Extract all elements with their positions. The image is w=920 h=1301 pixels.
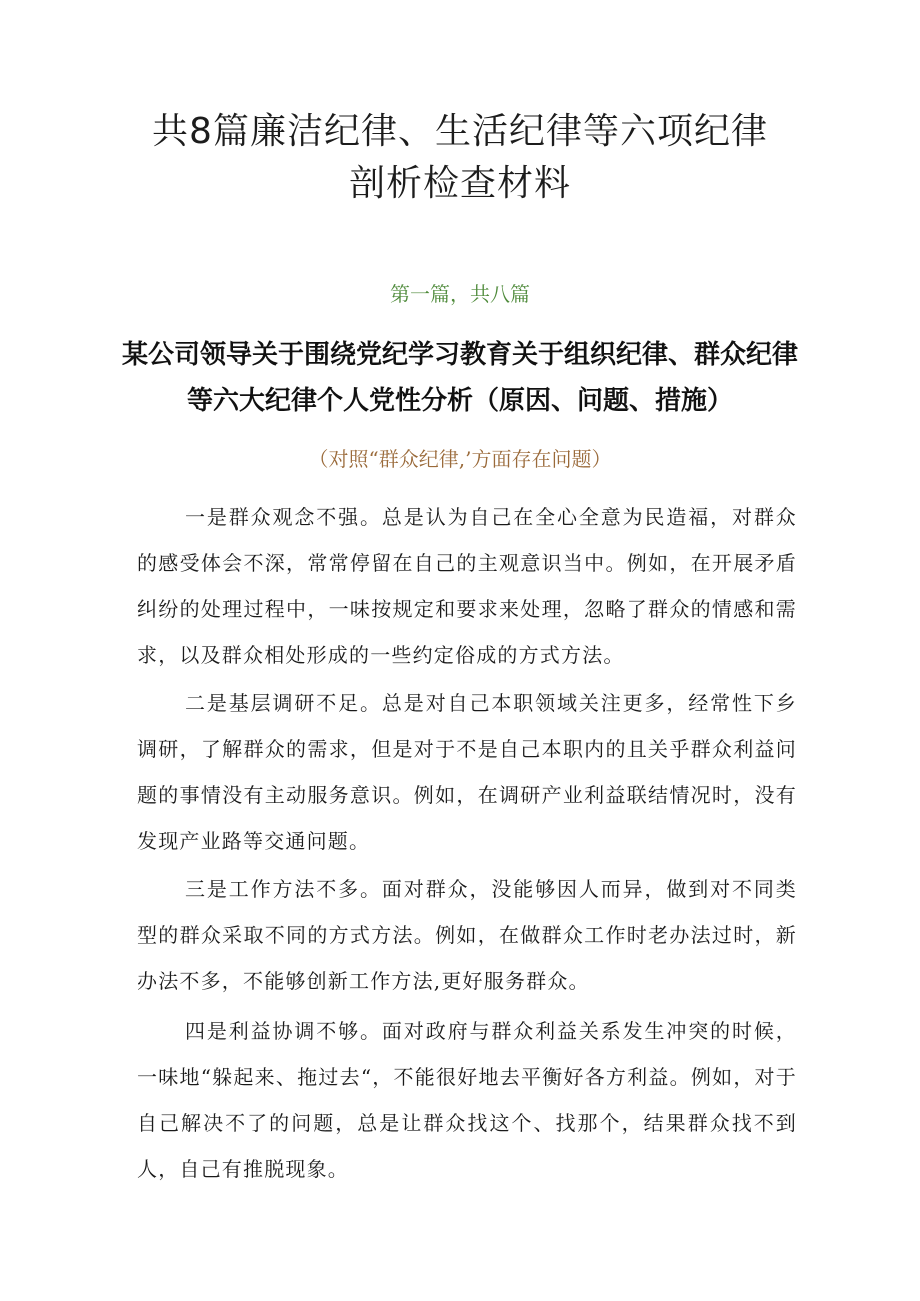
document-title: 共8篇廉洁纪律、生活纪律等六项纪律剖析检查材料 [152, 111, 768, 204]
paragraph-3: 三是工作方法不多。面对群众，没能够因人而异，做到对不同类型的群众采取不同的方式方法。例如，在做群众工作时老办法过时，新办法不多，不能够创新工作方法,更好服务群众。 [137, 877, 797, 993]
paragraph-2: 二是基层调研不足。总是对自己本职领域关注更多，经常性下乡调研，了解群众的需求，但是对于不是自己本职内的且关乎群众利益问题的事情没有主动服务意识。例如，在调研产业利益联结情况时，没有发现产业路等交通问题。 [137, 691, 797, 853]
article-title: 某公司领导关于围绕党纪学习教育关于组织纪律、群众纪律等六大纪律个人党性分析（原因、问题、措施） [121, 340, 798, 416]
section-label: 第一篇，共八篇 [390, 282, 530, 306]
paragraph-1: 一是群众观念不强。总是认为自己在全心全意为民造福，对群众的感受体会不深，常常停留在自己的主观意识当中。例如，在开展矛盾纠纷的处理过程中，一味按规定和要求来处理，忽略了群众的情感和需求，以及群众相处形成的一些约定俗成的方式方法。 [137, 505, 797, 667]
paragraph-4: 四是利益协调不够。面对政府与群众利益关系发生冲突的时候，一味地“躲起来、拖过去“，不能很好地去平衡好各方利益。例如，对于自己解决不了的问题，总是让群众找这个、找那个，结果群众找不到人，自己有推脱现象。 [137, 1019, 797, 1181]
article-subtitle: （对照“群众纪律,’方面存在问题） [308, 447, 612, 471]
